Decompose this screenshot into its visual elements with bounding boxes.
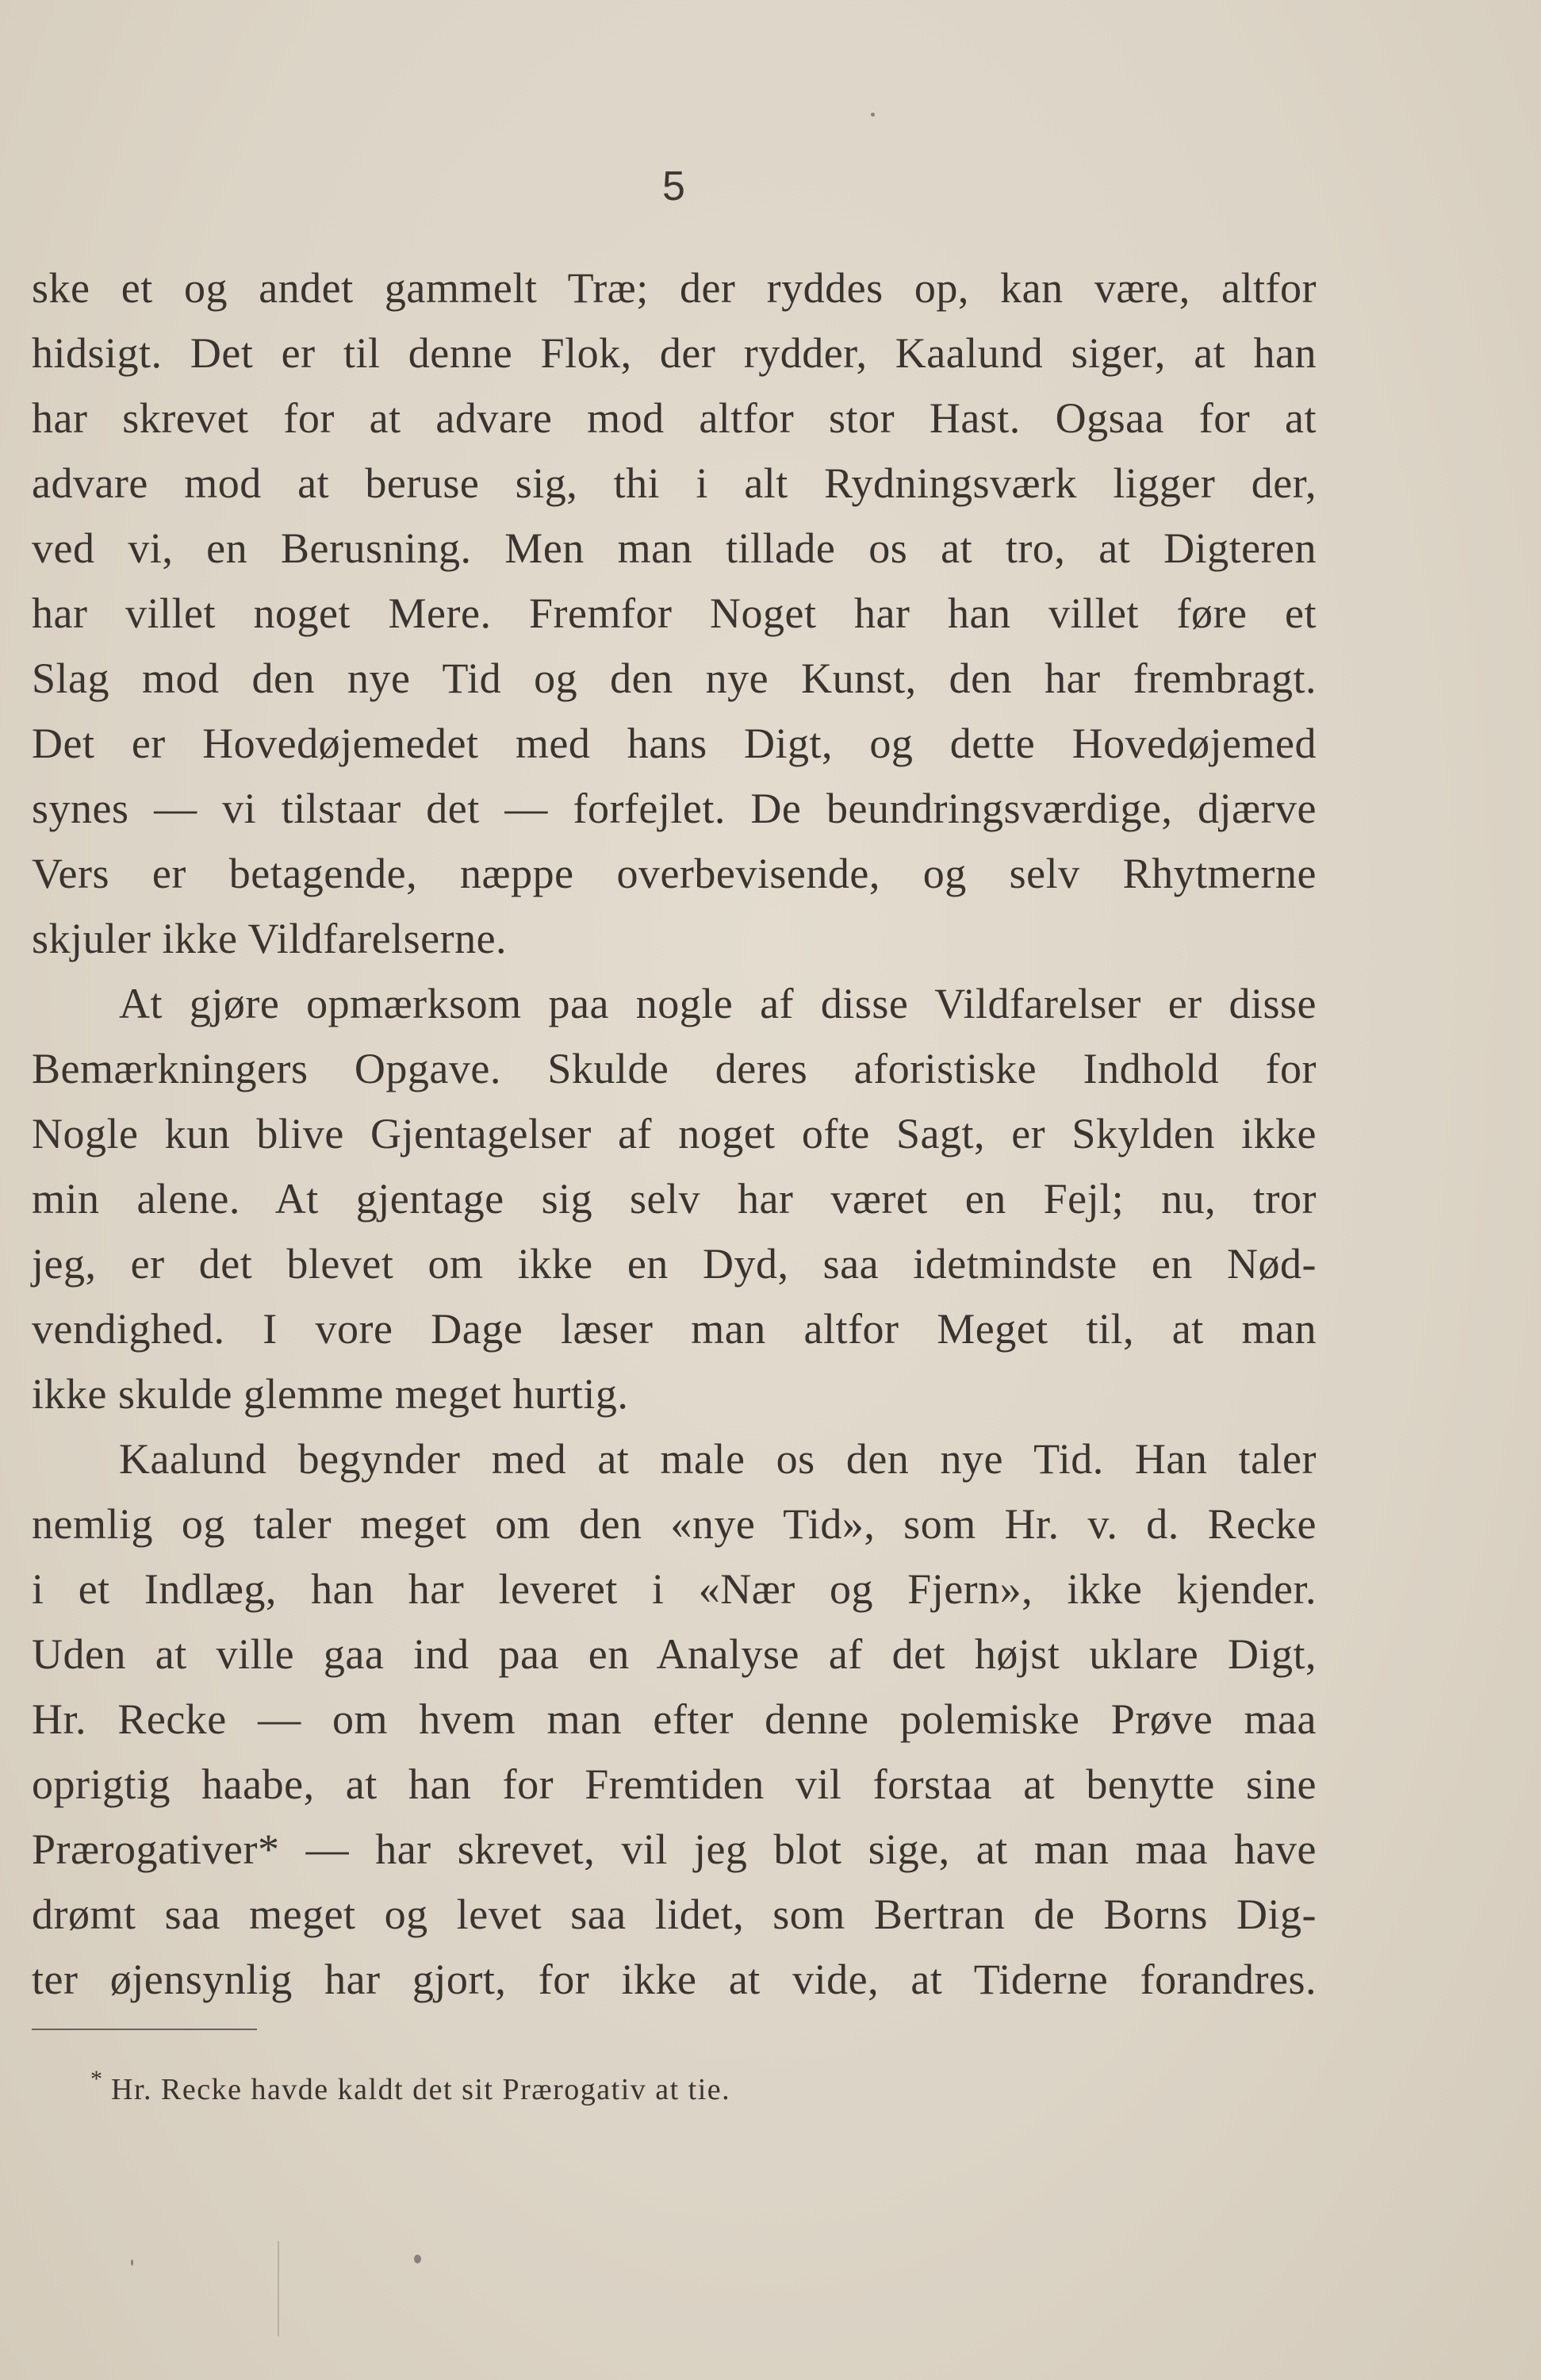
text-line: vendighed. I vore Dage læser man altfor Meget til, at man xyxy=(32,1305,1317,1353)
text-line: skjuler ikke Vildfarelserne. xyxy=(32,915,508,962)
text-line: ter øjensynlig har gjort, for ikke at vide, at Tiderne forandres. xyxy=(32,1956,1317,2003)
text-line: har villet noget Mere. Fremfor Noget har han villet føre et xyxy=(32,589,1317,637)
text-line: synes — vi tilstaar det — forfejlet. De beundringsværdige, djærve xyxy=(32,785,1317,832)
text-line: oprigtig haabe, at han for Fremtiden vil forstaa at benytte sine xyxy=(32,1760,1317,1808)
paragraph-1 xyxy=(32,255,1317,971)
text-line: Vers er betagende, næppe overbevisende, og selv Rhytmerne xyxy=(32,850,1317,897)
paragraph-3 xyxy=(32,1426,1317,2012)
text-line: Bemærkningers Opgave. Skulde deres aforistiske Indhold for xyxy=(32,1045,1317,1092)
paper-speck xyxy=(131,2259,133,2266)
text-line: advare mod at beruse sig, thi i alt Rydningsværk ligger der, xyxy=(32,459,1317,507)
footnote-rule xyxy=(32,2029,257,2030)
text-line: Prærogativer* — har skrevet, vil jeg blot sige, at man maa have xyxy=(32,1825,1317,1873)
text-line: ved vi, en Berusning. Men man tillade os at tro, at Digteren xyxy=(32,524,1317,572)
footnote xyxy=(90,2066,731,2107)
text-line: jeg, er det blevet om ikke en Dyd, saa idetmindste en Nød- xyxy=(32,1240,1317,1288)
text-line: ikke skulde glemme meget hurtig. xyxy=(32,1370,629,1418)
text-line: Kaalund begynder med at male os den nye Tid. Han taler xyxy=(119,1435,1317,1483)
text-line: Uden at ville gaa ind paa en Analyse af det højst uklare Digt, xyxy=(32,1630,1317,1678)
footnote-text: Hr. Recke havde kaldt det sit Prærogativ at tie. xyxy=(111,2073,731,2106)
footnote-mark: * xyxy=(90,2066,104,2092)
text-line: Slag mod den nye Tid og den nye Kunst, den har frembragt. xyxy=(32,654,1317,702)
text-line: min alene. At gjentage sig selv har været en Fejl; nu, tror xyxy=(32,1175,1317,1223)
text-line: i et Indlæg, han har leveret i «Nær og Fjern», ikke kjender. xyxy=(32,1565,1317,1613)
body-text xyxy=(32,255,1317,2012)
paper-scratch xyxy=(278,2241,279,2336)
text-line: har skrevet for at advare mod altfor stor Hast. Ogsaa for at xyxy=(32,394,1317,442)
paragraph-2 xyxy=(32,971,1317,1426)
text-line: nemlig og taler meget om den «nye Tid», som Hr. v. d. Recke xyxy=(32,1500,1317,1548)
text-line: hidsigt. Det er til denne Flok, der rydder, Kaalund siger, at han xyxy=(32,329,1317,377)
text-line: drømt saa meget og levet saa lidet, som Bertran de Borns Dig- xyxy=(32,1891,1317,1938)
text-line: Det er Hovedøjemedet med hans Digt, og dette Hovedøjemed xyxy=(32,720,1317,767)
text-line: At gjøre opmærksom paa nogle af disse Vildfarelser er disse xyxy=(119,980,1317,1027)
page-number: 5 xyxy=(662,163,686,209)
paper-speck xyxy=(414,2255,421,2263)
paper-speck xyxy=(871,113,875,117)
text-line: ske et og andet gammelt Træ; der ryddes op, kan være, altfor xyxy=(32,264,1317,312)
text-line: Hr. Recke — om hvem man efter denne polemiske Prøve maa xyxy=(32,1695,1317,1743)
text-line: Nogle kun blive Gjentagelser af noget ofte Sagt, er Skylden ikke xyxy=(32,1110,1317,1157)
